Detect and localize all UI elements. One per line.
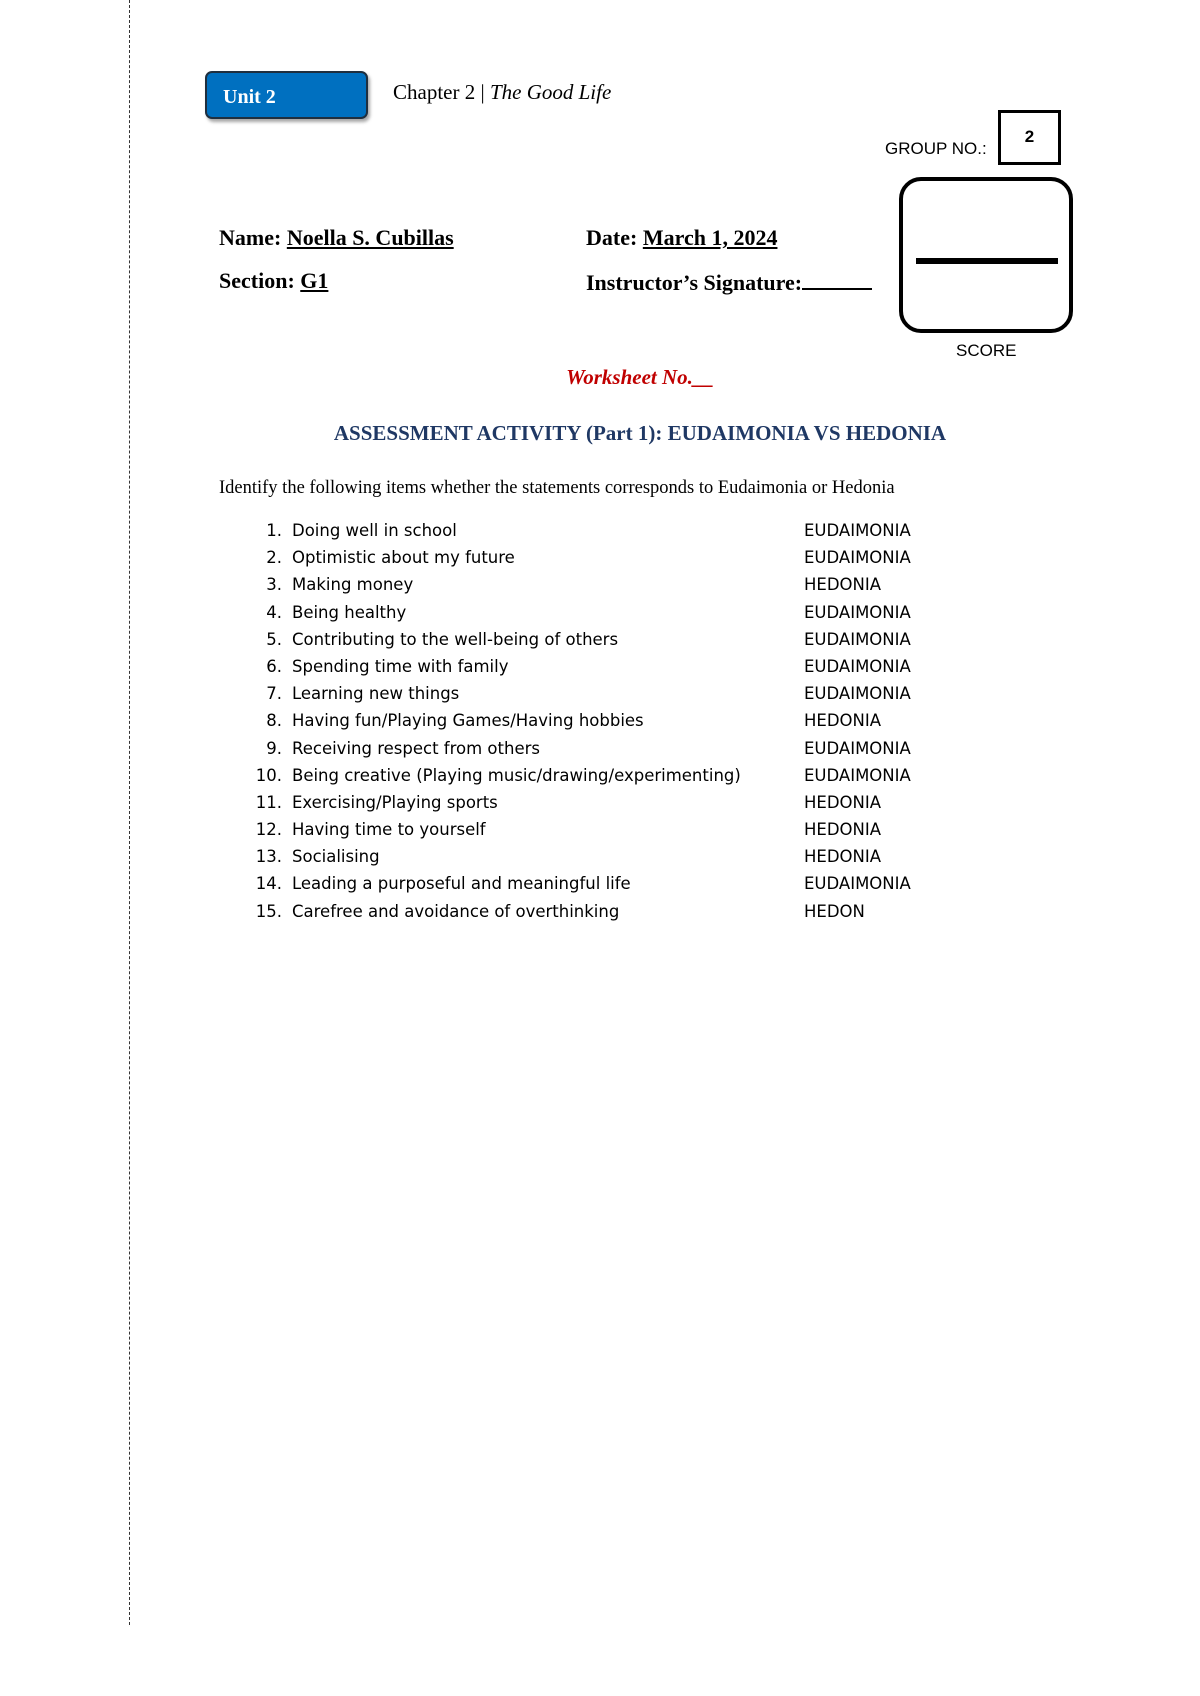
name-value: Noella S. Cubillas [286, 225, 454, 250]
item-answer: HEDONIA [804, 792, 882, 812]
item-statement: Having time to yourself [292, 820, 486, 840]
item-answer: EUDAIMONIA [804, 738, 911, 758]
list-item [250, 816, 970, 843]
item-number: 7. [266, 684, 282, 704]
list-item [250, 517, 970, 544]
item-answer: EUDAIMONIA [804, 548, 911, 568]
item-number: 6. [266, 656, 282, 676]
group-number-box: 2 [998, 110, 1061, 165]
list-item [250, 653, 970, 680]
item-answer: HEDONIA [804, 847, 882, 867]
item-statement: Making money [292, 575, 414, 595]
score-box [899, 177, 1073, 333]
item-statement: Spending time with family [292, 656, 509, 676]
list-item [250, 870, 970, 897]
item-number: 11. [255, 792, 282, 812]
list-item [250, 707, 970, 734]
date-label: Date: [586, 225, 638, 250]
item-number: 14. [255, 874, 282, 894]
item-answer: EUDAIMONIA [804, 684, 911, 704]
list-item [250, 789, 970, 816]
item-statement: Contributing to the well-being of others [292, 629, 619, 649]
item-statement: Doing well in school [292, 521, 457, 540]
item-number: 5. [266, 629, 282, 649]
item-answer: HEDONIA [804, 711, 882, 731]
date-value: March 1, 2024 [642, 225, 778, 250]
item-statement: Having fun/Playing Games/Having hobbies [292, 711, 644, 731]
item-number: 9. [266, 738, 282, 758]
item-answer: HEDONIA [804, 575, 882, 595]
item-statement: Exercising/Playing sports [292, 792, 498, 812]
item-statement: Being creative (Playing music/drawing/experimenting) [292, 765, 741, 785]
binding-margin-line [129, 0, 130, 1625]
name-label: Name: [219, 225, 282, 250]
item-number: 4. [266, 602, 282, 622]
item-answer: HEDON [804, 901, 865, 921]
score-label: SCORE [956, 341, 1017, 360]
item-number: 15. [255, 901, 282, 921]
item-statement: Learning new things [292, 684, 460, 704]
item-answer: EUDAIMONIA [804, 656, 911, 676]
item-statement: Optimistic about my future [292, 548, 515, 568]
chapter-prefix: Chapter 2 | [393, 80, 490, 104]
list-item [250, 762, 970, 789]
item-answer: EUDAIMONIA [804, 874, 911, 894]
list-item [250, 544, 970, 571]
item-number: 2. [266, 548, 282, 568]
worksheet-number: Worksheet No.__ [566, 365, 714, 389]
section-value: G1 [300, 268, 329, 293]
chapter-heading [393, 80, 611, 105]
list-item [250, 599, 970, 626]
list-item [250, 843, 970, 870]
item-answer: EUDAIMONIA [804, 629, 911, 649]
section-label: Section: [219, 268, 295, 293]
item-statement: Being healthy [292, 602, 407, 622]
item-statement: Receiving respect from others [292, 738, 540, 758]
item-number: 12. [255, 820, 282, 840]
section-field [219, 268, 503, 294]
name-field [219, 225, 509, 251]
instructions: Identify the following items whether the statements corresponds to Eudaimonia or Hedonia [219, 478, 895, 498]
item-statement: Socialising [292, 847, 380, 867]
item-number: 10. [255, 765, 282, 785]
item-answer: EUDAIMONIA [804, 521, 911, 540]
item-number: 1. [266, 521, 282, 540]
list-item [250, 735, 970, 762]
list-item [250, 680, 970, 707]
signature-field [586, 268, 872, 296]
chapter-title: The Good Life [489, 80, 612, 104]
signature-label: Instructor’s Signature: [586, 270, 803, 295]
date-field [586, 225, 777, 251]
activity-title: ASSESSMENT ACTIVITY (Part 1): EUDAIMONIA VS HEDONIA [333, 421, 947, 445]
item-answer: EUDAIMONIA [804, 602, 911, 622]
items-list [250, 517, 970, 925]
item-answer: EUDAIMONIA [804, 765, 911, 785]
list-item [250, 626, 970, 653]
item-statement: Carefree and avoidance of overthinking [292, 901, 620, 921]
item-number: 3. [266, 575, 282, 595]
item-statement: Leading a purposeful and meaningful life [292, 874, 631, 894]
unit-badge: Unit 2 [205, 71, 368, 119]
item-number: 13. [255, 847, 282, 867]
score-divider [916, 258, 1058, 264]
group-number-label: GROUP NO.: [885, 139, 987, 158]
item-number: 8. [266, 711, 282, 731]
list-item [250, 898, 970, 925]
item-answer: HEDONIA [804, 820, 882, 840]
list-item [250, 571, 970, 598]
signature-line [802, 268, 872, 290]
